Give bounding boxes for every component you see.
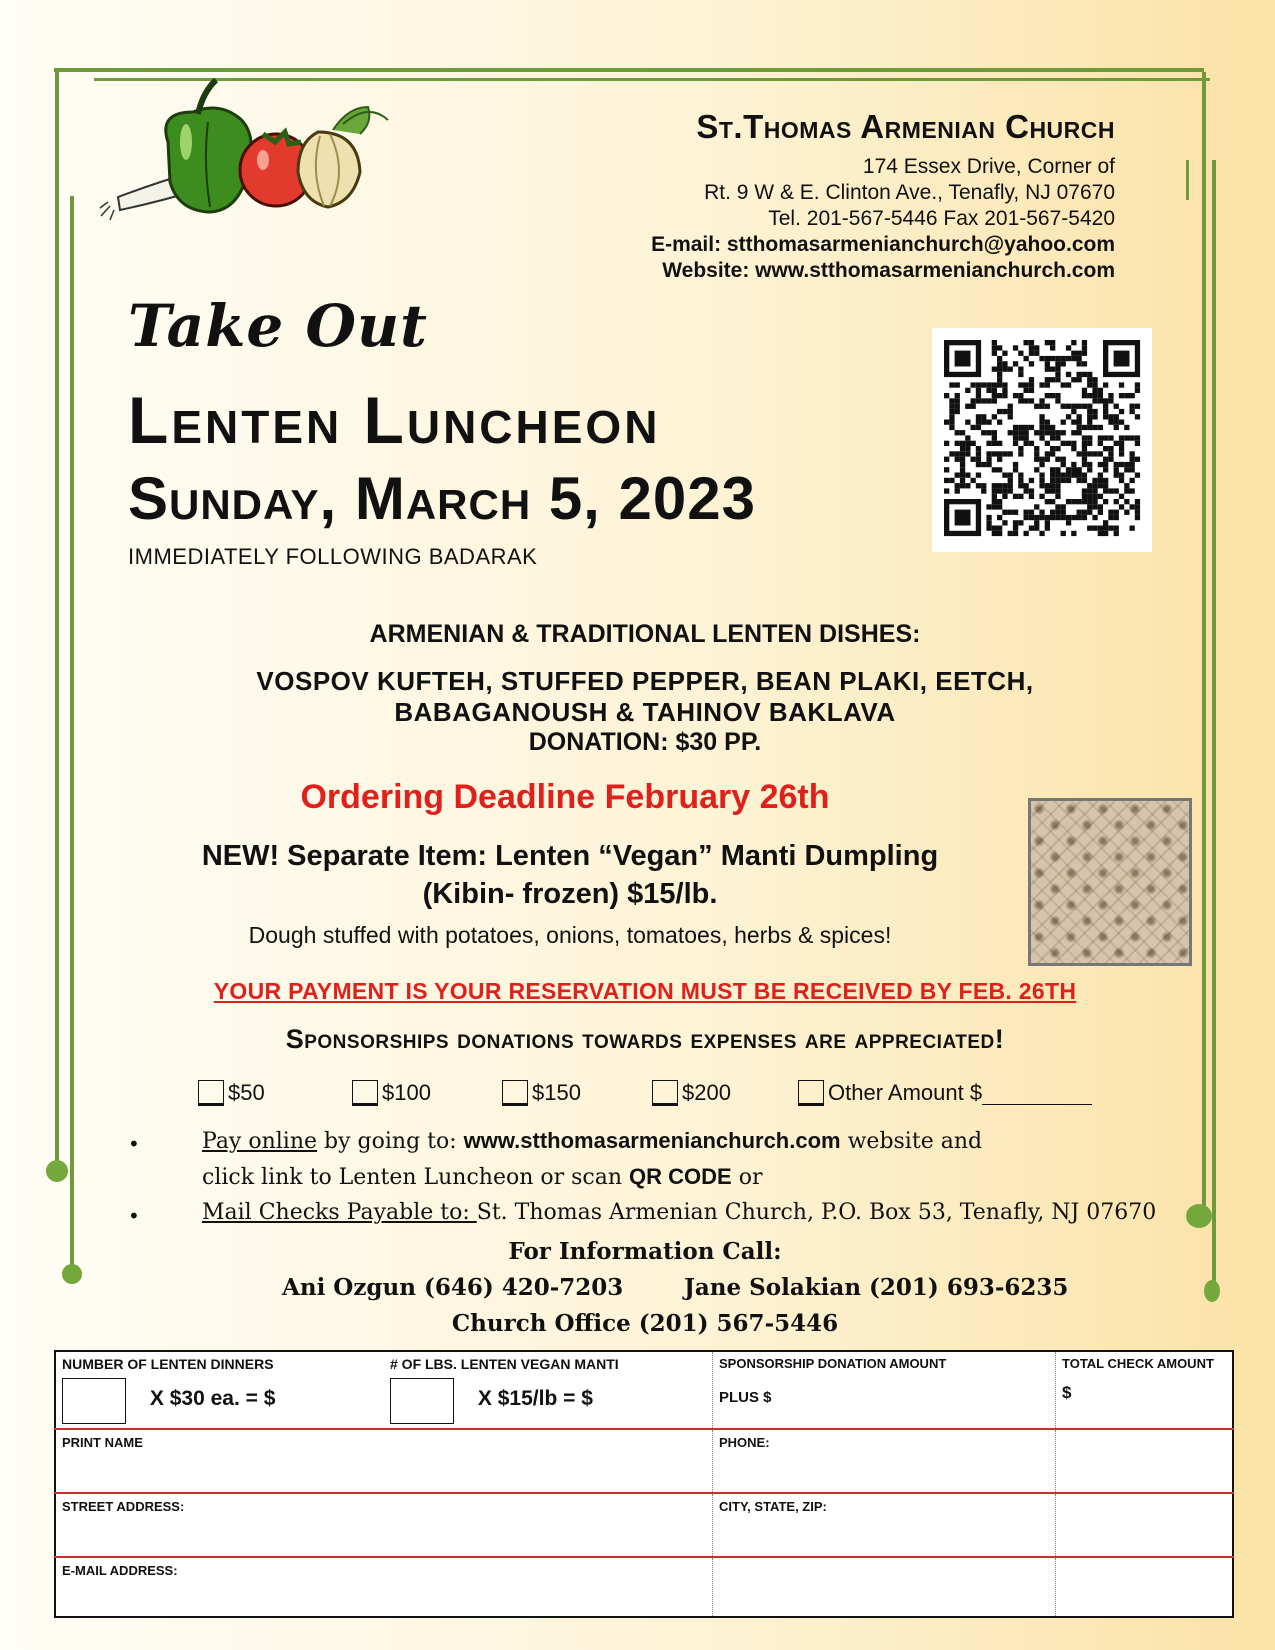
event-subtitle: IMMEDIATELY FOLLOWING BADARAK	[128, 544, 538, 569]
email-address-field[interactable]: E-MAIL ADDRESS:	[55, 1557, 713, 1617]
new-item-description: Dough stuffed with potatoes, onions, tomatoes, herbs & spices!	[248, 922, 892, 948]
total-dollar: $	[1062, 1383, 1072, 1402]
sponsorship-heading: Sponsorships donations towards expenses are appreciated!	[285, 1024, 1005, 1054]
empty-cell	[1056, 1557, 1234, 1617]
ordering-deadline: Ordering Deadline February 26th	[300, 778, 830, 816]
other-amount-blank[interactable]	[982, 1082, 1092, 1105]
bullet-icon: •	[128, 1132, 140, 1156]
qr-code-icon[interactable]	[932, 328, 1152, 552]
dishes-line-2: BABAGANOUSH & TAHINOV BAKLAVA	[394, 697, 896, 727]
vine-left-inner	[70, 196, 74, 1266]
lbs-calc: X $15/lb = $	[477, 1386, 593, 1410]
amount-option-200[interactable]: $200	[652, 1080, 731, 1106]
dinners-calc: X $30 ea. = $	[149, 1386, 276, 1410]
checkbox[interactable]	[502, 1080, 528, 1106]
bullet-icon: •	[128, 1204, 140, 1228]
church-email: E-mail: stthomasarmenianchurch@yahoo.com	[651, 233, 1115, 256]
sponsorship-cell[interactable]	[713, 1351, 1056, 1429]
print-name-field[interactable]: PRINT NAME	[55, 1429, 713, 1493]
church-address-1: 174 Essex Drive, Corner of	[862, 155, 1115, 178]
church-website: Website: www.stthomasarmenianchurch.com	[662, 259, 1115, 282]
checkbox[interactable]	[198, 1080, 224, 1106]
empty-cell	[1056, 1429, 1234, 1493]
contact-jane-solakian: Jane Solakian (201) 693-6235	[684, 1274, 1069, 1301]
vine-right-inner	[1212, 160, 1216, 1286]
new-item-line-1: NEW! Separate Item: Lenten “Vegan” Manti Dumpling	[201, 840, 939, 872]
church-phone-fax: Tel. 201-567-5446 Fax 201-567-5420	[768, 207, 1115, 230]
onion-icon	[298, 107, 388, 207]
pepper-icon	[166, 80, 252, 212]
lbs-label: # OF LBS. LENTEN VEGAN MANTI	[390, 1356, 619, 1372]
take-out-heading: Take Out	[128, 292, 428, 360]
sponsorship-plus: PLUS $	[719, 1389, 772, 1406]
vine-bud-right	[1186, 1204, 1212, 1228]
manti-photo	[1028, 798, 1192, 966]
city-state-zip-field[interactable]: CITY, STATE, ZIP:	[713, 1493, 1056, 1557]
order-form	[54, 1350, 1234, 1618]
info-heading: For Information Call:	[508, 1238, 782, 1265]
mail-checks-line: Mail Checks Payable to: St. Thomas Armenian Church, P.O. Box 53, Tenafly, NJ 07670	[202, 1200, 1157, 1225]
payment-notice: YOUR PAYMENT IS YOUR RESERVATION MUST BE RECEIVED BY FEB. 26TH	[213, 978, 1077, 1004]
church-address-2: Rt. 9 W & E. Clinton Ave., Tenafly, NJ 07670	[704, 181, 1115, 204]
dishes-line-1: VOSPOV KUFTEH, STUFFED PEPPER, BEAN PLAKI, EETCH,	[256, 666, 1034, 696]
vegetables-icon	[98, 72, 398, 222]
checkbox[interactable]	[652, 1080, 678, 1106]
pay-online-line: Pay online by going to: www.stthomasarmenianchurch.com website and	[202, 1128, 983, 1154]
vine-right-inner-2	[1186, 160, 1189, 200]
church-name: St.Thomas Armenian Church	[696, 108, 1115, 145]
dinners-count-input[interactable]	[62, 1378, 126, 1424]
vine-bud-right-2	[1204, 1280, 1220, 1302]
contact-ani-ozgun: Ani Ozgun (646) 420-7203	[282, 1274, 624, 1301]
phone-field[interactable]: PHONE:	[713, 1429, 1056, 1493]
sponsorship-amount-label: SPONSORSHIP DONATION AMOUNT	[719, 1356, 947, 1371]
vine-left-outer	[55, 70, 59, 1162]
dinners-label: NUMBER OF LENTEN DINNERS	[62, 1356, 274, 1372]
dinners-cell	[55, 1351, 384, 1429]
vine-right-outer	[1202, 72, 1206, 1212]
amount-option-150[interactable]: $150	[502, 1080, 581, 1106]
lbs-count-input[interactable]	[390, 1378, 454, 1424]
pay-online-url[interactable]: www.stthomasarmenianchurch.com	[463, 1128, 841, 1153]
event-date: Sunday, March 5, 2023	[128, 465, 757, 532]
pay-online-line-2: click link to Lenten Luncheon or scan QR CODE or	[202, 1164, 763, 1190]
dishes-heading: ARMENIAN & TRADITIONAL LENTEN DISHES:	[369, 620, 921, 648]
new-item-line-2: (Kibin- frozen) $15/lb.	[422, 878, 718, 910]
event-title: Lenten Luncheon	[128, 383, 661, 457]
lbs-cell	[384, 1351, 713, 1429]
contact-church-office: Church Office (201) 567-5446	[451, 1310, 839, 1337]
pay-online-link[interactable]: Pay online	[202, 1129, 318, 1154]
amount-option-other[interactable]: Other Amount $	[798, 1080, 1092, 1106]
checkbox[interactable]	[798, 1080, 824, 1106]
street-address-field[interactable]: STREET ADDRESS:	[55, 1493, 713, 1557]
empty-cell	[1056, 1493, 1234, 1557]
donation-price: DONATION: $30 PP.	[528, 728, 762, 756]
amount-option-50[interactable]: $50	[198, 1080, 265, 1106]
empty-cell	[713, 1557, 1056, 1617]
amount-option-100[interactable]: $100	[352, 1080, 431, 1106]
vine-bud-left-2	[62, 1264, 82, 1284]
checkbox[interactable]	[352, 1080, 378, 1106]
total-cell[interactable]	[1056, 1351, 1234, 1429]
total-check-label: TOTAL CHECK AMOUNT	[1062, 1356, 1214, 1371]
vine-bud-left	[46, 1160, 68, 1182]
mail-checks-label: Mail Checks Payable to:	[202, 1200, 477, 1225]
